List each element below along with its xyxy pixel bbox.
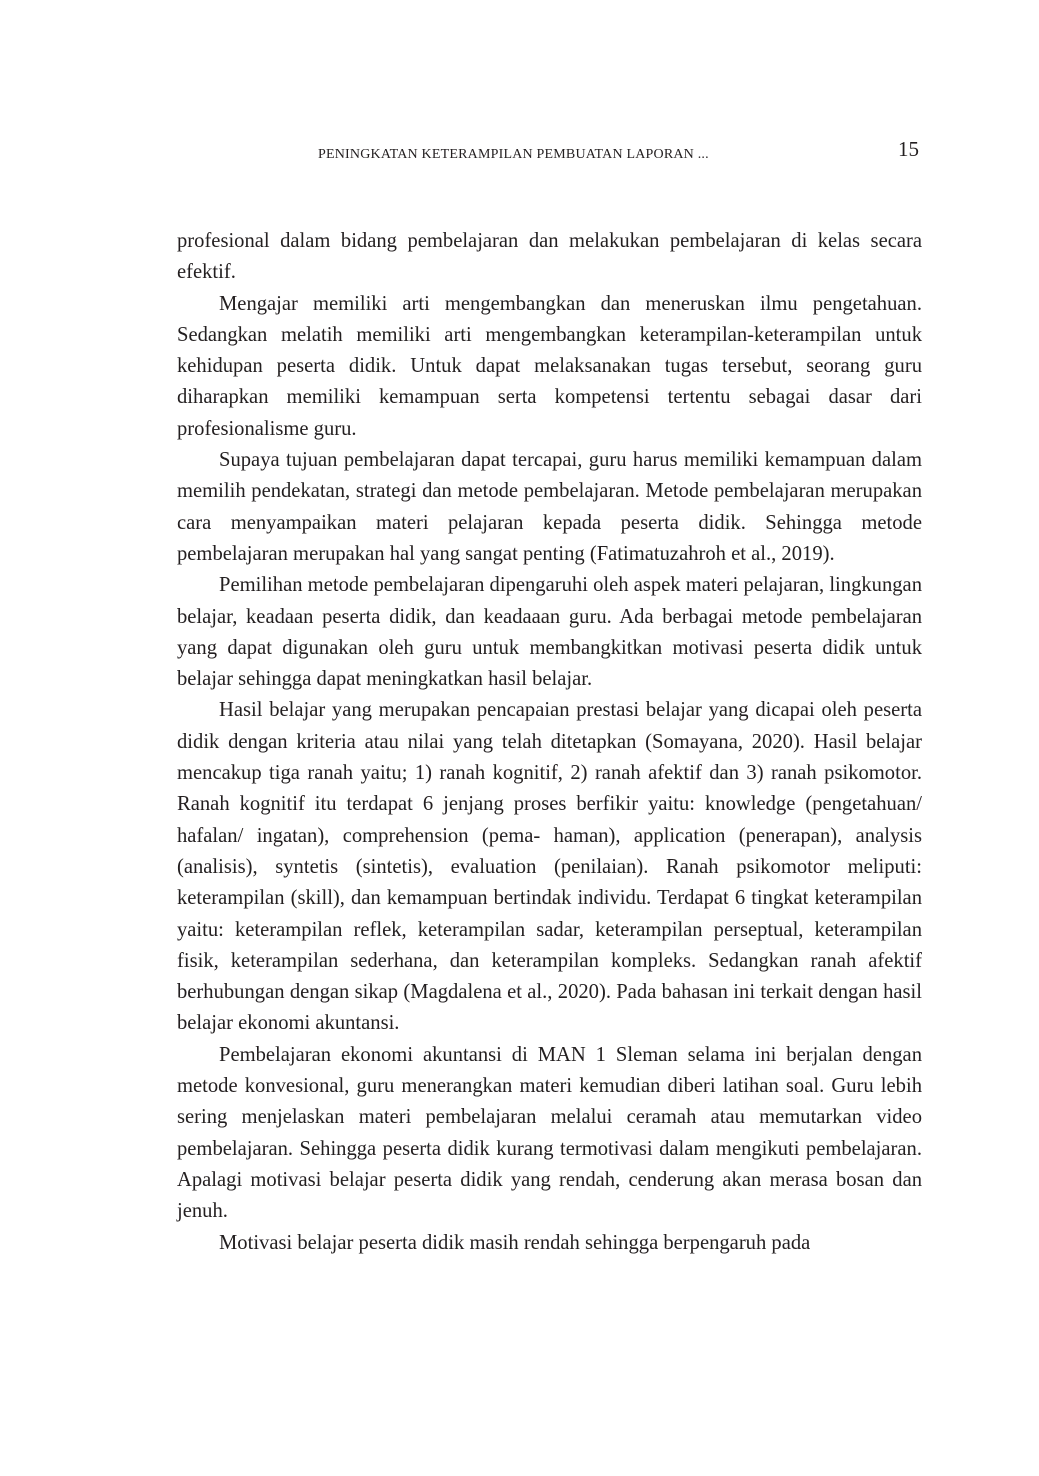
paragraph-tujuan-pembelajaran: Supaya tujuan pembelajaran dapat tercapai, guru harus memiliki kemampuan dalam memilih pendekatan, strategi dan metode pembelajaran. Metode pembelajaran merupakan cara menyampaikan materi pelajaran kepada peserta didik. Sehingga metode pembelajaran merupakan hal yang sangat penting (Fatimatuzahroh et al., 2019). (177, 449, 922, 565)
paragraph-pemilihan-metode: Pemilihan metode pembelajaran dipengaruhi oleh aspek materi pelajaran, lingkungan belajar, keadaan peserta didik, dan keadaaan guru. Ada berbagai metode pembelajaran yang dapat digunakan oleh guru untuk membangkitkan motivasi peserta didik untuk belajar sehingga dapat meningkatkan hasil belajar. (177, 574, 922, 691)
paragraph-motivasi-belajar: Motivasi belajar peserta didik masih rendah sehingga berpengaruh pada (219, 1231, 811, 1254)
paragraph-mengajar: Mengajar memiliki arti mengembangkan dan meneruskan ilmu pengetahuan. Sedangkan melatih memiliki arti mengembangkan keterampilan-keterampilan untuk kehidupan peserta didik. Untuk dapat melaksanakan tugas tersebut, seorang guru diharapkan memiliki kemampuan serta kompetensi tertentu sebagai dasar dari profesionalisme guru. (177, 292, 922, 440)
body-text (177, 226, 922, 1259)
page-number: 15 (898, 137, 919, 161)
running-header: PENINGKATAN KETERAMPILAN PEMBUATAN LAPORAN ... (318, 147, 709, 162)
paragraph-continued: profesional dalam bidang pembelajaran dan melakukan pembelajaran di kelas secara efektif. (177, 230, 922, 284)
paragraph-pembelajaran-ekonomi: Pembelajaran ekonomi akuntansi di MAN 1 Sleman selama ini berjalan dengan metode konvesional, guru menerangkan materi kemudian diberi latihan soal. Guru lebih sering menjelaskan materi pembelajaran melalui ceramah atau memutarkan video pembelajaran. Sehingga peserta didik kurang termotivasi dalam mengikuti pembelajaran. Apalagi motivasi belajar peserta didik yang rendah, cenderung akan merasa bosan dan jenuh. (177, 1043, 922, 1223)
paragraph-hasil-belajar: Hasil belajar yang merupakan pencapaian prestasi belajar yang dicapai oleh peserta didik dengan kriteria atau nilai yang telah ditetapkan (Somayana, 2020). Hasil belajar mencakup tiga ranah yaitu; 1) ranah kognitif, 2) ranah afektif dan 3) ranah psikomotor. Ranah kognitif itu terdapat 6 jenjang proses berfikir yaitu: knowledge (pengetahuan/ hafalan/ ingatan), comprehension (pema- haman), application (penerapan), analysis (analisis), syntetis (sintetis), evaluation (penilaian). Ranah psikomotor meliputi: keterampilan (skill), dan kemampuan bertindak individu. Terdapat 6 tingkat keterampilan yaitu: keterampilan reflek, keterampilan sadar, keterampilan perseptual, keterampilan fisik, keterampilan sederhana, dan keterampilan kompleks. Sedangkan ranah afektif berhubungan dengan sikap (Magdalena et al., 2020). Pada bahasan ini terkait dengan hasil belajar ekonomi akuntansi. (177, 699, 922, 1035)
